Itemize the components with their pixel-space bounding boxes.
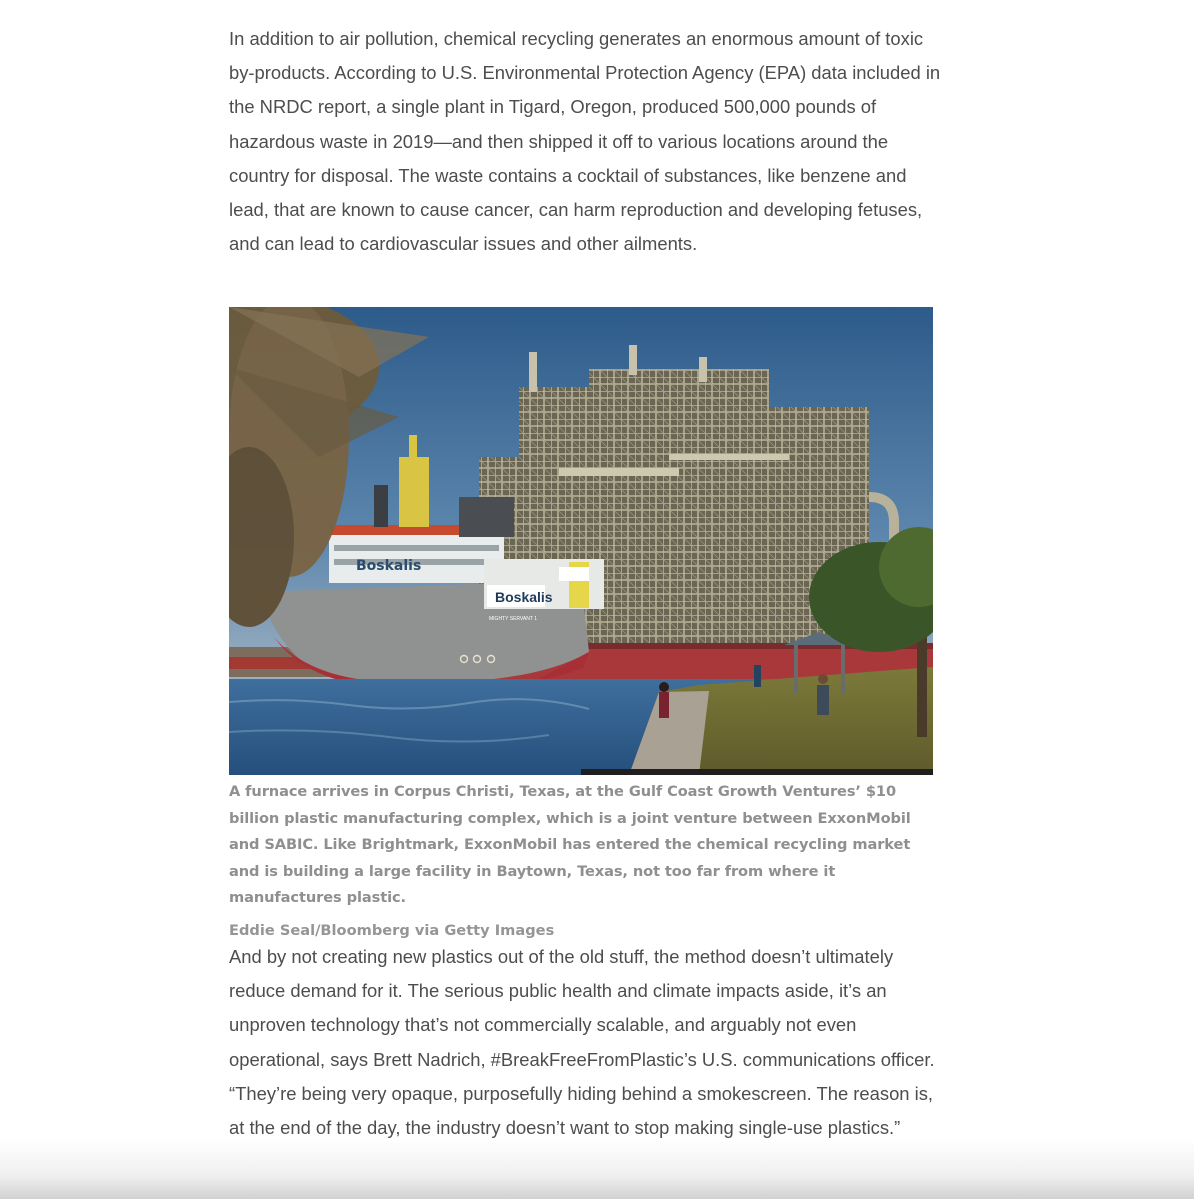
figure-caption: A furnace arrives in Corpus Christi, Texas, at the Gulf Coast Growth Ventures’ $10 billion plastic manufacturing complex, which is a joint venture between ExxonMobil and SABIC. Like Brightmark, ExxonMobil has entered the chemical recycling market and is building a large facility in Baytown, Texas, not too far from where it manufactures plastic. bbox=[229, 783, 911, 907]
article-body-bottom bbox=[229, 940, 941, 1145]
photo-illustration bbox=[229, 307, 933, 775]
ship-subname: MIGHTY SERVANT 1 bbox=[489, 616, 537, 622]
article-figure bbox=[229, 307, 933, 942]
bottom-fade-overlay bbox=[0, 1139, 1194, 1199]
figure-credit: Eddie Seal/Bloomberg via Getty Images bbox=[229, 921, 555, 939]
article-paragraph: And by not creating new plastics out of the old stuff, the method doesn’t ultimately reduce demand for it. The serious public health and climate impacts aside, it’s an unproven technology that’s not commercially scalable, and arguably not even operational, says Brett Nadrich, #BreakFreeFromPlastic’s U.S. communications officer. “They’re being very opaque, purposefully hiding behind a smokescreen. The reason is, at the end of the day, the industry doesn’t want to stop making single-use plastics.” bbox=[229, 946, 935, 1139]
ship-hull-name: Boskalis bbox=[495, 589, 553, 605]
figure-photo bbox=[229, 307, 933, 775]
article-paragraph: In addition to air pollution, chemical recycling generates an enormous amount of toxic by-products. According to U.S. Environmental Protection Agency (EPA) data included in the NRDC report, a single plant in Tigard, Oregon, produced 500,000 pounds of hazardous waste in 2019—and then shipped it off to various locations around the country for disposal. The waste contains a cocktail of substances, like benzene and lead, that are known to cause cancer, can harm reproduction and developing fetuses, and can lead to cardiovascular issues and other ailments. bbox=[229, 28, 941, 255]
ship-cabin-name: Boskalis bbox=[356, 558, 422, 574]
article-body-top bbox=[229, 22, 941, 261]
